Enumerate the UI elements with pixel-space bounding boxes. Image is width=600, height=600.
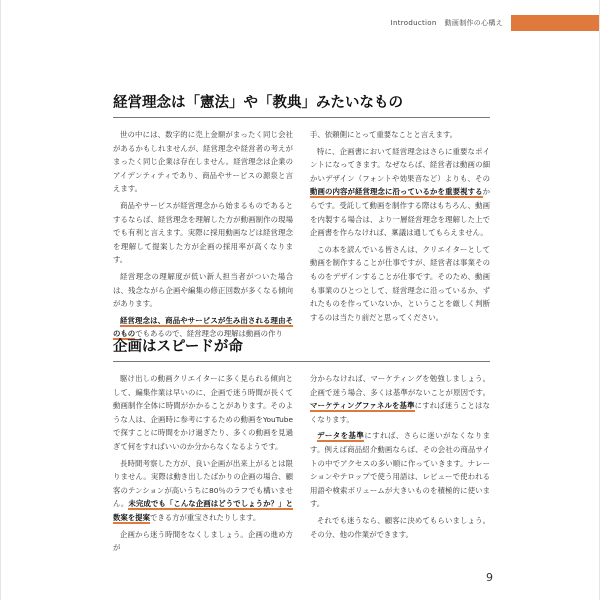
paragraph-text: 手、依頼側にとって重要なことと言えます。 <box>310 130 458 139</box>
body-paragraph <box>310 372 490 426</box>
paragraph-text: 企画から迷う時間をなくしましょう。企画の進め方が <box>113 529 293 553</box>
paragraph-text: にすれば迷うことはなくなります。 <box>310 401 490 424</box>
body-paragraph <box>310 243 490 325</box>
right-column <box>310 372 490 558</box>
body-paragraph <box>310 429 490 511</box>
left-column <box>113 128 293 344</box>
paragraph-text: 特に、企画書において経営理念はさらに重要なポイントになってきます。なぜならば、経営者は動画の細かいデザイン（フォントや効果音など）よりも、その <box>310 146 490 183</box>
running-head <box>391 18 503 28</box>
section-heading: 経営理念は「憲法」や「教典」みたいなもの <box>113 93 490 118</box>
right-column <box>310 128 490 344</box>
body-paragraph <box>113 457 293 525</box>
chapter-label: 動画制作の心構え <box>444 19 503 27</box>
paragraph-text: 長時間考察した方が、良い企画が出来上がるとは限りません。実際は動き出したばかりの企画の場合、顧客のテンションが高いうちに80％のラフでも構いません。 <box>113 458 293 509</box>
highlighted-phrase: データを基準 <box>317 431 365 441</box>
paragraph-text: 分からなければ、マーケティングを勉強しましょう。企画で迷う場合、多くは基準がないことが原因です。 <box>310 374 490 397</box>
paragraph-text: それでも迷うなら、顧客に決めてもらいましょう。その分、他の作業ができます。 <box>310 515 490 539</box>
paragraph-text: 駆け出しの動画クリエイターに多く見られる傾向として、編集作業は早いのに、企画で迷う時間が長くて動画制作全体に時間がかかることがあります。そのような人は、企画時に参考にするための動画をYouTubeで探すことに時間をかけ過ぎたり、多くの動画を見過ぎて何をすればいいのか分からなくなるようです。 <box>113 374 293 451</box>
body-paragraph <box>113 199 293 267</box>
section-management-philosophy <box>113 93 490 344</box>
body-paragraph <box>113 270 293 311</box>
paragraph-text: 世の中には、数字的に売上金額がまったく同じ会社があるかもしれませんが、経営理念や経営者の考えがまったく同じ企業は存在しません。経営理念は企業のアイデンティティであり、商品やサービスの源泉と言えます。 <box>113 130 293 194</box>
left-column <box>113 372 293 558</box>
paragraph-text: からです。受託して動画を制作する際はもちろん、動画を内製する場合は、より一層経営理念を理解した上で企画書を作らなければ、稟議は通してもらえません。 <box>310 187 490 238</box>
section-heading: 企画はスピードが命 <box>113 337 490 362</box>
section-columns <box>113 128 490 344</box>
section-columns <box>113 372 490 558</box>
page-number: 9 <box>486 571 493 584</box>
section-planning-speed <box>113 337 490 558</box>
paragraph-text: 経営理念の理解度が低い新人担当者がついた場合は、残念ながら企画や編集の修正回数が多くなる傾向があります。 <box>113 271 293 309</box>
paragraph-text: 商品やサービスが経営理念から始まるものであるとするならば、経営理念を理解した方が動画制作の現場でも有利と言えます。実際に採用動画などは経営理念を理解して提案した方が企画の採用率が高くなります。 <box>113 200 293 265</box>
paragraph-text: でもあるので、経営理念の理解は動画の作り <box>135 329 283 339</box>
body-paragraph <box>113 372 293 454</box>
body-paragraph <box>310 145 490 240</box>
highlighted-phrase: 経営理念は、商品やサービスが生み出される理由そのもの <box>113 315 293 339</box>
body-paragraph <box>310 514 490 541</box>
section-label: Introduction <box>390 19 437 27</box>
chapter-tab <box>511 15 599 31</box>
paragraph-text: にすれば、さらに迷いがなくなります。例えば商品紹介動画ならば、その会社の商品サイトの中でアクセスの多い順に作っていきます。ナレーションやテロップで使う用語は、レビューで使われる用語や検索ボリュームが大きいものを積極的に使います。 <box>310 431 490 509</box>
body-paragraph <box>113 128 293 196</box>
highlighted-phrase: マーケティングファネルを基準 <box>310 401 415 411</box>
body-paragraph <box>310 128 490 142</box>
body-paragraph <box>113 528 293 555</box>
paragraph-text: できる方が重宝されたりします。 <box>149 512 261 522</box>
highlighted-phrase: 未完成でも「こんな企画はどうでしょうか？」と数案を提案 <box>113 499 293 522</box>
highlighted-phrase: 動画の内容が経営理念に沿っているかを重要視する <box>310 187 483 197</box>
paragraph-text: この本を読んでいる皆さんは、クリエイターとして動画を制作することが仕事ですが、経営者は事業そのものをデザインすることが仕事です。そのため、動画も事業のひとつとして、経営理念に沿っているか、ずれたものを作っていないか、ということを厳しく判断するのは当たり前だと思ってください。 <box>310 244 490 322</box>
